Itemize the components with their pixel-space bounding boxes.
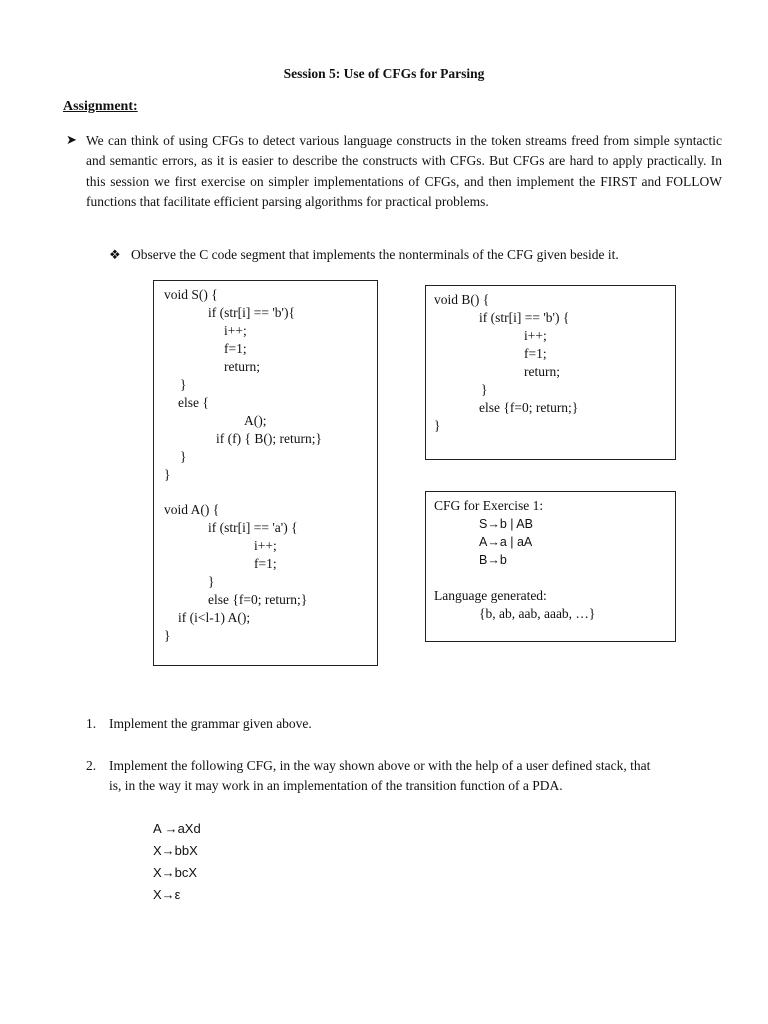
- code-line: if (str[i] == 'a') {: [208, 520, 298, 535]
- code-line: f=1;: [524, 346, 547, 361]
- grammar-rule: X→bbX: [153, 843, 198, 858]
- code-box-b: [425, 285, 676, 460]
- code-box-s-a: [153, 280, 378, 666]
- code-line: i++;: [254, 538, 277, 553]
- arrow-bullet-icon: ➤: [66, 132, 77, 147]
- code-line: void B() {: [434, 292, 490, 307]
- cfg-rule: S→b | AB: [479, 517, 533, 531]
- grammar-rule: X→bcX: [153, 865, 198, 880]
- diamond-bullet-icon: ❖: [109, 247, 121, 262]
- code-line: f=1;: [254, 556, 277, 571]
- cfg-rule: B→b: [479, 553, 507, 567]
- language-set: {b, ab, aab, aaab, …}: [479, 606, 596, 621]
- grammar-rule: X→ε: [153, 887, 181, 902]
- code-line: }: [180, 377, 187, 392]
- code-line: A();: [244, 413, 267, 428]
- cfg-box: [425, 491, 676, 642]
- code-line: if (str[i] == 'b'){: [208, 305, 295, 320]
- code-line: if (i<l-1) A();: [178, 610, 251, 625]
- cfg-rule: A→a | aA: [479, 535, 533, 549]
- code-line: if (f) { B(); return;}: [216, 431, 322, 446]
- assignment-heading: Assignment:: [63, 99, 138, 114]
- code-line: else {: [178, 395, 209, 410]
- code-line: }: [481, 382, 488, 397]
- language-heading: Language generated:: [434, 588, 547, 603]
- task-text: Implement the following CFG, in the way shown above or with the help of a user defined stack, that: [109, 758, 651, 773]
- code-line: else {f=0; return;}: [208, 592, 308, 607]
- task-text-continued: is, in the way it may work in an implementation of the transition function of a PDA.: [109, 778, 563, 793]
- code-line: i++;: [524, 328, 547, 343]
- code-line: }: [164, 467, 171, 482]
- code-line: void A() {: [164, 502, 220, 517]
- code-line: else {f=0; return;}: [479, 400, 579, 415]
- page-title: Session 5: Use of CFGs for Parsing: [283, 66, 485, 81]
- code-line: i++;: [224, 323, 247, 338]
- code-line: if (str[i] == 'b') {: [479, 310, 570, 325]
- grammar-rule: A →aXd: [153, 821, 201, 836]
- code-line: }: [164, 628, 171, 643]
- task-number: 1.: [86, 716, 97, 731]
- cfg-heading: CFG for Exercise 1:: [434, 498, 544, 513]
- code-line: }: [434, 418, 441, 433]
- code-line: return;: [524, 364, 560, 379]
- intro-paragraph: We can think of using CFGs to detect various language constructs in the token streams freed from simple syntactic and semantic errors, as it is easier to describe the constructs with CFGs. But CFGs are hard to apply practically. In this session we first exercise on simpler implementations of CFGs, and then implement the FIRST and FOLLOW functions that facilitate efficient parsing algorithms for practical problems.: [86, 133, 722, 210]
- task-text: Implement the grammar given above.: [109, 716, 312, 731]
- task-number: 2.: [86, 758, 97, 773]
- observe-text: Observe the C code segment that implements the nonterminals of the CFG given beside it.: [131, 247, 619, 262]
- code-line: }: [180, 449, 187, 464]
- code-line: f=1;: [224, 341, 247, 356]
- code-line: }: [208, 574, 215, 589]
- code-line: void S() {: [164, 287, 218, 302]
- code-line: return;: [224, 359, 260, 374]
